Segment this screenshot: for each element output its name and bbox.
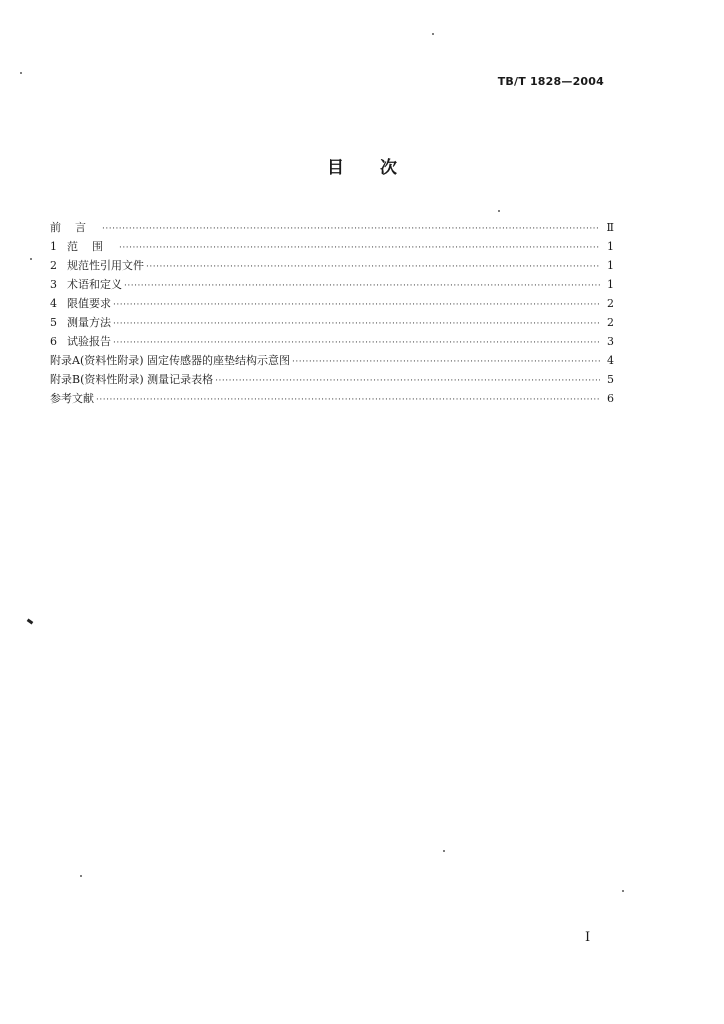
toc-dot-leader: [113, 315, 600, 334]
toc-entry-title: 限值要求: [67, 297, 111, 310]
scan-speck: [498, 210, 500, 212]
toc-entry-label: [50, 370, 213, 389]
toc-dot-leader: [102, 220, 600, 239]
toc-heading: 目次: [327, 158, 433, 178]
toc-entry-label: [50, 313, 111, 332]
toc-entry[interactable]: [50, 332, 614, 351]
toc-entry-label: [50, 275, 122, 294]
toc-entry[interactable]: [50, 313, 614, 332]
toc-entry-page: 2: [607, 297, 614, 310]
toc-entry-label: [50, 218, 100, 237]
toc-entry-page: 4: [607, 354, 614, 367]
toc-dot-leader: [96, 391, 600, 410]
toc-entry-title: 测量方法: [67, 316, 111, 329]
toc-entry-title: 附录A(资料性附录) 固定传感器的座垫结构示意图: [50, 354, 291, 367]
scan-speck: [432, 33, 434, 35]
toc-dot-leader: [113, 296, 600, 315]
toc-dot-leader: [215, 372, 600, 391]
toc-entry[interactable]: [50, 275, 614, 294]
toc-entry-label: [50, 332, 111, 351]
page-number: I: [585, 930, 591, 945]
toc-entry-page: 1: [607, 259, 614, 272]
toc-entry-title: 附录B(资料性附录) 测量记录表格: [50, 373, 214, 386]
toc-entry[interactable]: [50, 351, 614, 370]
toc-entry[interactable]: [50, 370, 614, 389]
toc-entry[interactable]: [50, 218, 614, 237]
scan-speck: [20, 72, 22, 74]
toc-entry-number: 6: [50, 335, 57, 348]
toc-entry-title: 参考文献: [50, 392, 94, 405]
toc-entry-label: [50, 389, 94, 408]
toc-entry-number: 4: [50, 297, 57, 310]
toc-entry-page: 3: [607, 335, 614, 348]
scan-speck: [443, 850, 445, 852]
standard-number: TB/T 1828—2004: [497, 75, 604, 88]
toc-entry-title: 规范性引用文件: [67, 259, 144, 272]
toc-entry-title: 试验报告: [67, 335, 111, 348]
toc-entry-page: Ⅱ: [606, 221, 614, 234]
toc-entry-label: [50, 237, 117, 256]
toc-entry-title: 术语和定义: [67, 278, 122, 291]
toc-entry-title: 前言: [50, 221, 100, 234]
toc-entry-label: [50, 351, 290, 370]
toc-entry-number: 1: [50, 240, 57, 253]
toc-dot-leader: [146, 258, 600, 277]
toc-entry-number: 3: [50, 278, 57, 291]
toc-entry-page: 1: [607, 240, 614, 253]
toc-dot-leader: [124, 277, 600, 296]
toc-entry-label: [50, 256, 144, 275]
toc-dot-leader: [119, 239, 600, 258]
toc-entry[interactable]: [50, 389, 614, 408]
toc-entry-page: 1: [607, 278, 614, 291]
scan-mark: [27, 619, 34, 625]
toc-entry-label: [50, 294, 111, 313]
toc-entry[interactable]: [50, 256, 614, 275]
toc-entry[interactable]: [50, 237, 614, 256]
toc-entry-page: 6: [607, 392, 614, 405]
toc-entry-page: 2: [607, 316, 614, 329]
scan-speck: [30, 258, 32, 260]
toc-entry[interactable]: [50, 294, 614, 313]
toc-entry-page: 5: [607, 373, 614, 386]
toc-entry-title: 范围: [67, 240, 117, 253]
toc-entry-number: 5: [50, 316, 57, 329]
toc-dot-leader: [292, 353, 600, 372]
scan-speck: [622, 890, 624, 892]
scan-speck: [80, 875, 82, 877]
table-of-contents: [50, 218, 614, 408]
toc-entry-number: 2: [50, 259, 57, 272]
